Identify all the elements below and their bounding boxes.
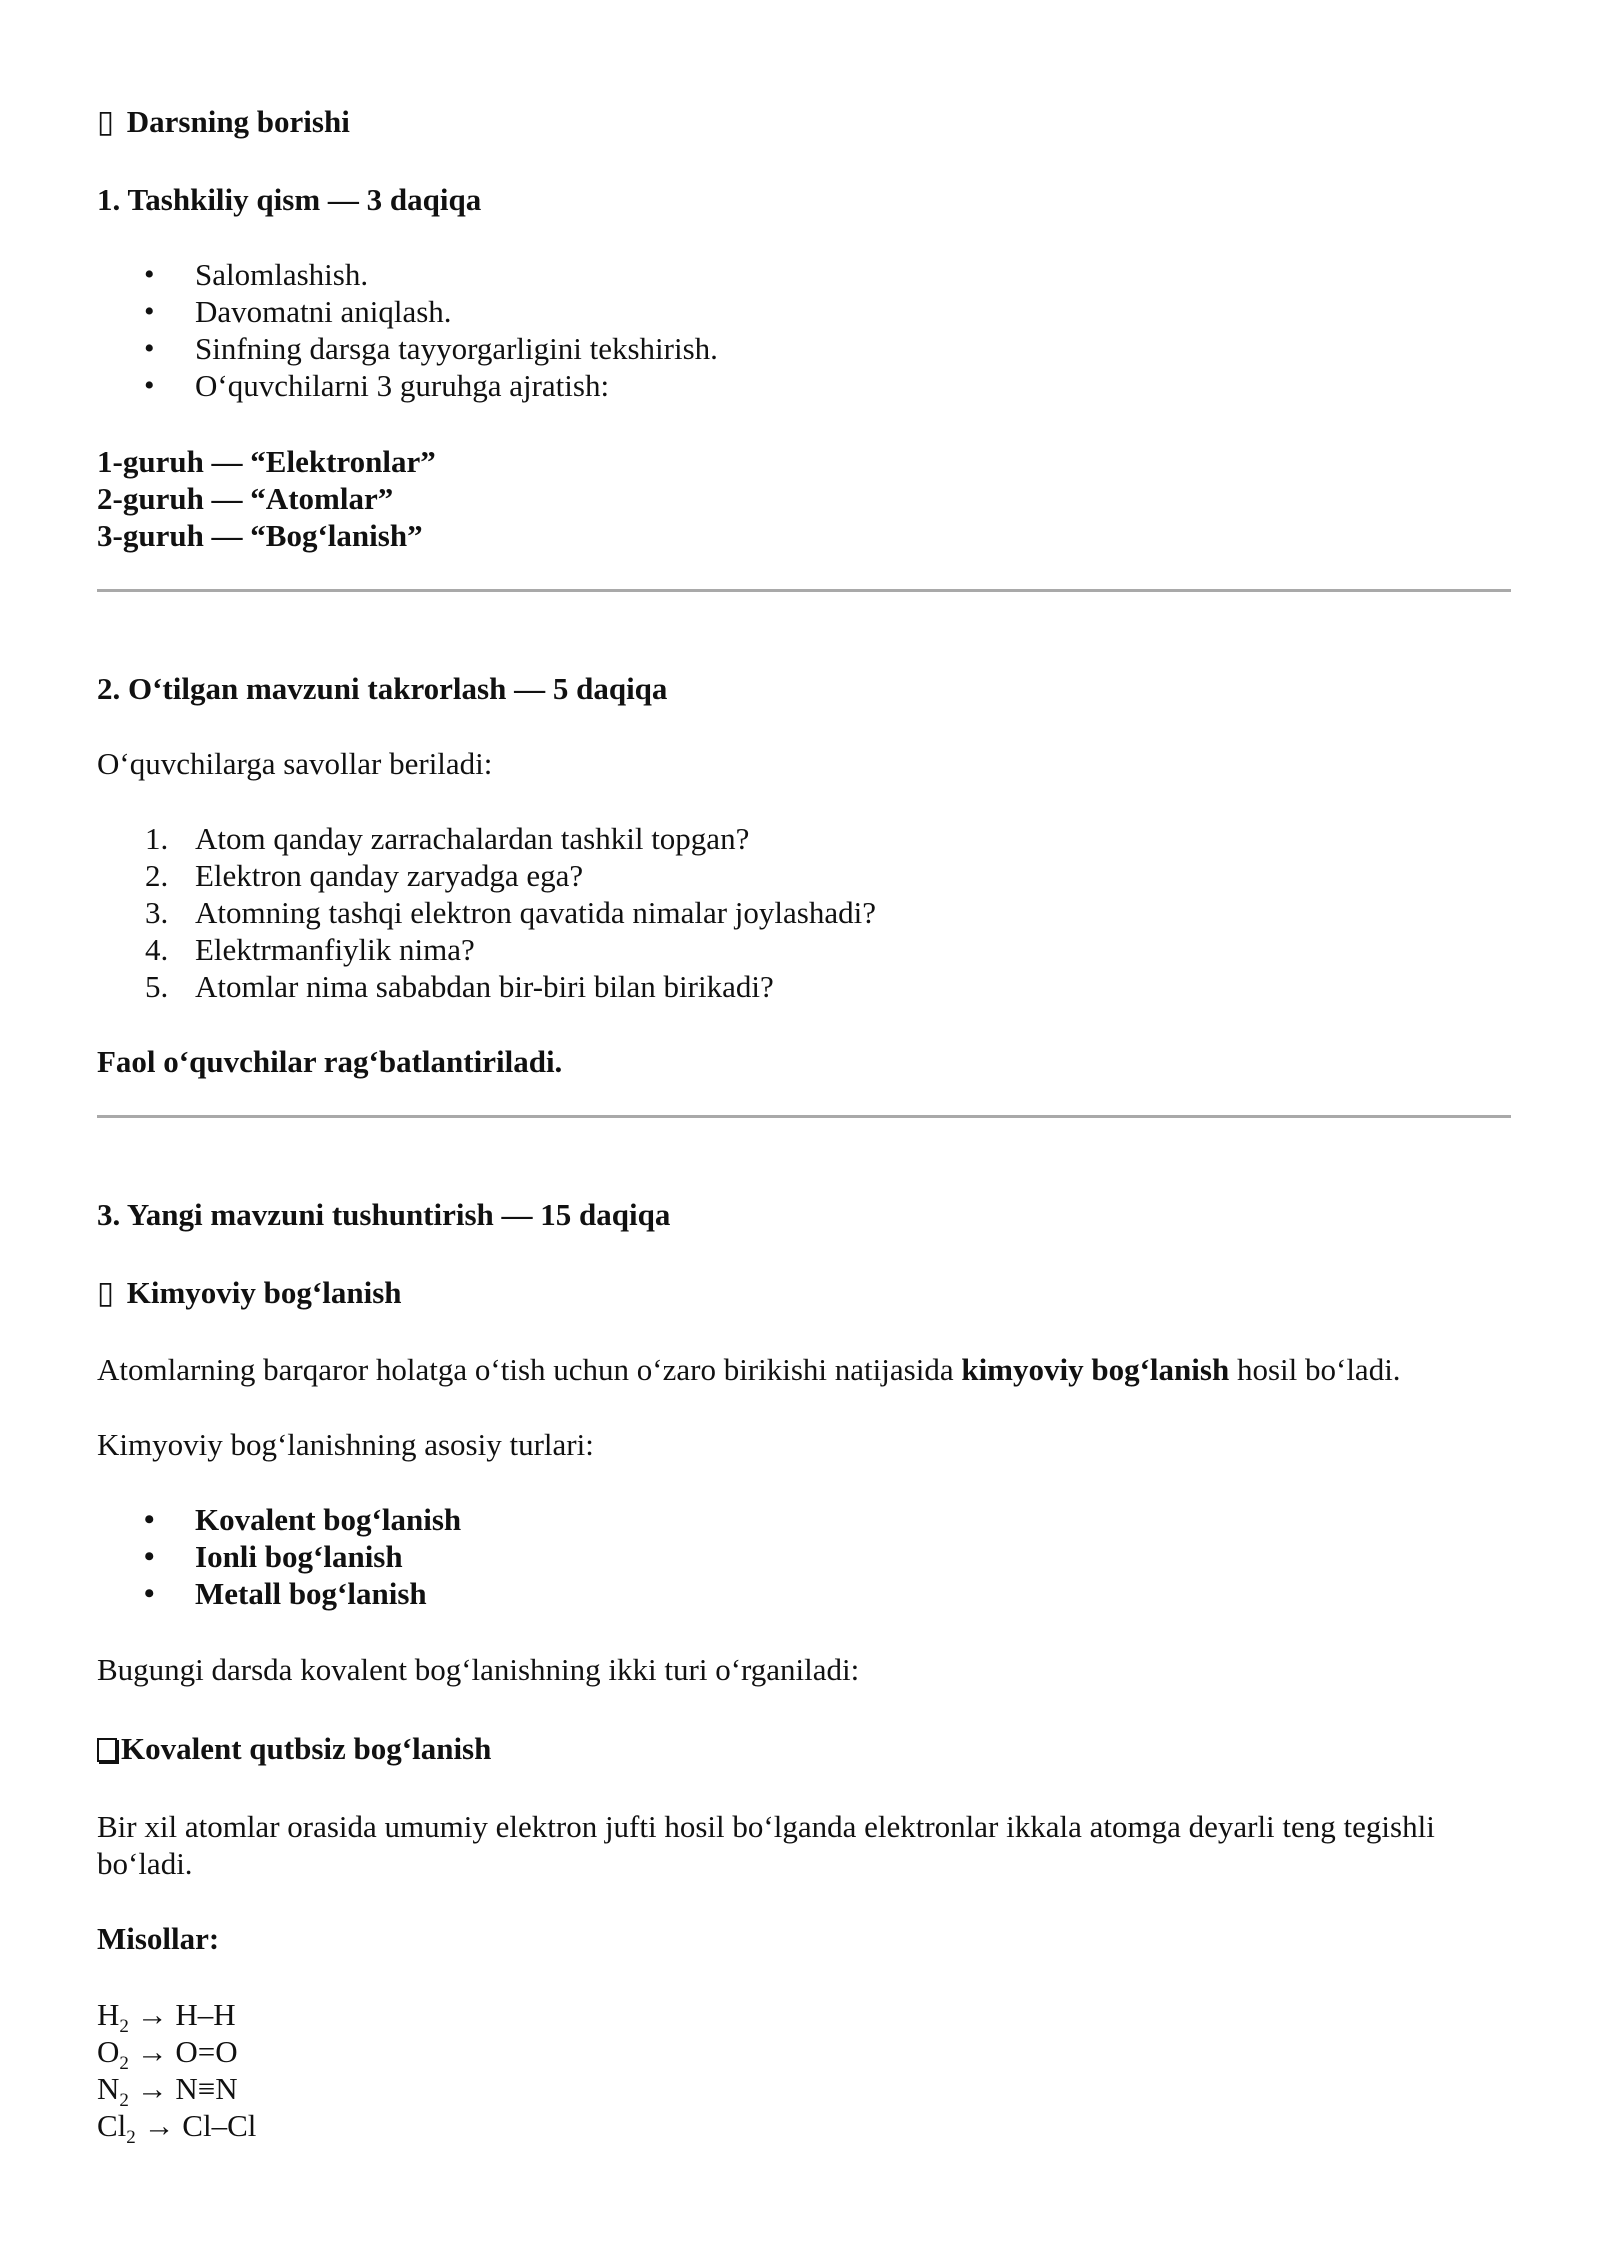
divider	[97, 1115, 1511, 1118]
formula-line: $N_2 \to N\equiv N$	[97, 2071, 238, 2111]
list-item: • Sinfning darsga tayyorgarligini tekshirish.	[144, 331, 718, 366]
checkbox-glyph-icon	[97, 1738, 117, 1762]
list-item: • Ionli bog‘lanish	[144, 1539, 403, 1574]
types-intro: Kimyoviy bog‘lanishning asosiy turlari:	[97, 1427, 594, 1462]
formula-line: $O_2 \to O=O$	[97, 2034, 238, 2074]
bullet-icon: •	[144, 1577, 155, 1610]
nonpolar-paragraph: Bir xil atomlar orasida umumiy elektron jufti hosil bo‘lganda elektronlar ikkala atomga deyarli teng tegishli bo‘ladi.	[97, 1809, 1435, 1881]
encouragement-text: Faol o‘quvchilar rag‘batlantiriladi.	[97, 1044, 563, 1079]
divider	[97, 589, 1511, 592]
bullet-icon: •	[144, 1503, 155, 1536]
list-item: • Metall bog‘lanish	[144, 1576, 427, 1611]
examples-heading: Misollar:	[97, 1921, 220, 1956]
bullet-icon: •	[144, 369, 155, 402]
list-item: 2. Elektron qanday zaryadga ega?	[145, 858, 584, 893]
today-paragraph: Bugungi darsda kovalent bog‘lanishning ikki turi o‘rganiladi:	[97, 1652, 860, 1687]
group-line: 3-guruh — “Bog‘lanish”	[97, 518, 423, 553]
list-item: • O‘quvchilarni 3 guruhga ajratish:	[144, 368, 610, 403]
list-item: • Salomlashish.	[144, 257, 369, 292]
term-bold: kimyoviy bog‘lanish	[961, 1352, 1230, 1387]
bullet-icon: •	[144, 295, 155, 328]
missing-glyph-icon: ▯	[97, 1275, 115, 1310]
bond-types-list	[97, 1501, 1503, 1612]
chemical-bond-heading: ▯ Kimyoviy bog‘lanish	[97, 1275, 402, 1310]
bullet-icon: •	[144, 258, 155, 291]
formula-line: $H_2 \to H-H$	[97, 1997, 236, 2037]
list-item: • Kovalent bog‘lanish	[144, 1502, 462, 1537]
list-item: 4. Elektrmanfiylik nima?	[145, 932, 475, 967]
section1-list	[97, 256, 1503, 404]
bullet-icon: •	[144, 1540, 155, 1573]
section1-heading: 1. Tashkiliy qism — 3 daqiqa	[97, 182, 482, 217]
list-item: 1. Atom qanday zarrachalardan tashkil topgan?	[145, 821, 750, 856]
heading-lesson-flow: ▯ Darsning borishi	[97, 104, 350, 139]
formula-list	[97, 1996, 1503, 2148]
section3-heading: 3. Yangi mavzuni tushuntirish — 15 daqiqa	[97, 1197, 671, 1232]
group-line: 2-guruh — “Atomlar”	[97, 481, 394, 516]
missing-glyph-icon: ▯	[97, 104, 115, 139]
definition-paragraph: Atomlarning barqaror holatga o‘tish uchun o‘zaro birikishi natijasida kimyoviy bog‘lanish hosil bo‘ladi.	[97, 1352, 1401, 1387]
groups-block	[97, 443, 1503, 554]
group-line: 1-guruh — “Elektronlar”	[97, 444, 436, 479]
section2-heading: 2. O‘tilgan mavzuni takrorlash — 5 daqiqa	[97, 671, 668, 706]
bullet-icon: •	[144, 332, 155, 365]
formula-line: $Cl_2 \to Cl-Cl$	[97, 2108, 257, 2148]
nonpolar-heading: Kovalent qutbsiz bog‘lanish	[97, 1730, 1503, 1767]
section2-intro: O‘quvchilarga savollar beriladi:	[97, 746, 493, 781]
list-item: • Davomatni aniqlash.	[144, 294, 452, 329]
list-item: 3. Atomning tashqi elektron qavatida nimalar joylashadi?	[145, 895, 876, 930]
list-item: 5. Atomlar nima sababdan bir-biri bilan birikadi?	[145, 969, 774, 1004]
questions-list	[97, 820, 1503, 1005]
